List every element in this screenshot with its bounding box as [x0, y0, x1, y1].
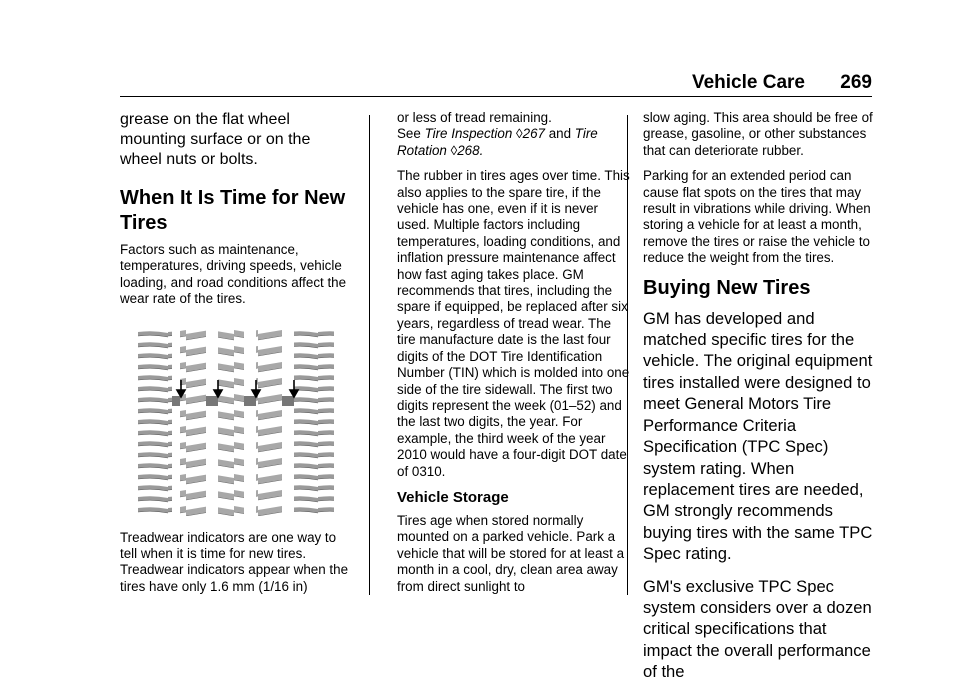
column-left [120, 110, 356, 604]
subheading-vehicle-storage: Vehicle Storage [397, 488, 509, 506]
tpc-spec-paragraph: GM has developed and matched specific tires for the vehicle. The original equipment tires installed were designed to meet General Motors Tire Performance Criteria Specification (TPC Spec) system rating. When replacement tires are needed, GM strongly recommends buying tires with the same TPC Spec rating. [643, 308, 873, 564]
page-ref-arrow-icon: ◊ [516, 126, 523, 142]
tpc-system-paragraph: GM's exclusive TPC Spec system considers over a dozen critical specifications that impact the overall performance of the [643, 576, 872, 682]
page-ref-arrow-icon: ◊ [450, 142, 458, 158]
column-middle [397, 110, 633, 604]
treadwear-paragraph: Treadwear indicators are one way to tell when it is time for new tires. Treadwear indicators appear when the tires have only 1.6 mm (1/16 in) [120, 529, 349, 594]
page-ref-268[interactable]: 268 [457, 142, 480, 158]
column-right [643, 110, 875, 694]
intro-paragraph: grease on the flat wheel mounting surface or on the wheel nuts or bolts. [120, 111, 311, 168]
link-tire-inspection[interactable]: Tire Inspection [424, 126, 513, 142]
storage-paragraph: Tires age when stored normally mounted on a parked vehicle. Park a vehicle that will be stored for at least a month in a cool, dry, clean area away from direct sunlight to [397, 512, 625, 594]
column-divider [369, 115, 370, 595]
page-number: 269 [840, 72, 872, 93]
section-heading-buying-tires: Buying New Tires [643, 276, 811, 299]
section-heading-new-tires: When It Is Time for New Tires [120, 187, 346, 234]
page-ref-267[interactable]: 267 [522, 126, 545, 142]
wear-factors-paragraph: Factors such as maintenance, temperatures, driving speeds, vehicle loading, and road conditions affect the wear rate of the tires. [120, 242, 347, 307]
running-header [692, 72, 872, 94]
treadwear-indicator-illustration [138, 330, 334, 516]
tread-remaining-paragraph: or less of tread remaining. See Tire Inspection ◊267 and Tire Rotation ◊268. [397, 110, 598, 158]
link-tire-rotation[interactable]: Tire Rotation [397, 126, 598, 158]
slow-aging-paragraph: slow aging. This area should be free of grease, gasoline, or other substances that can deteriorate rubber. [643, 110, 873, 158]
header-rule [120, 96, 872, 97]
tire-aging-paragraph: The rubber in tires ages over time. This also applies to the spare tire, if the vehicle has one, even if it is never used. Multiple factors including temperatures, loading conditions, and inflation pressure maintenance affect how fast aging takes place. GM recommends that tires, including the spare if equipped, be replaced after six years, regardless of tread wear. The tire manufacture date is the last four digits of the DOT Tire Identification Number (TIN) which is molded into one side of the tire sidewall. The first two digits represent the week (01–52) and the last two digits, the year. For example, the third week of the year 2010 would have a four-digit DOT date of 0310. [397, 168, 630, 479]
flat-spots-paragraph: Parking for an extended period can cause flat spots on the tires that may result in vibrations while driving. When storing a vehicle for at least a month, remove the tires or raise the vehicle to reduce the weight from the tires. [643, 168, 871, 266]
section-title: Vehicle Care [691, 72, 806, 93]
